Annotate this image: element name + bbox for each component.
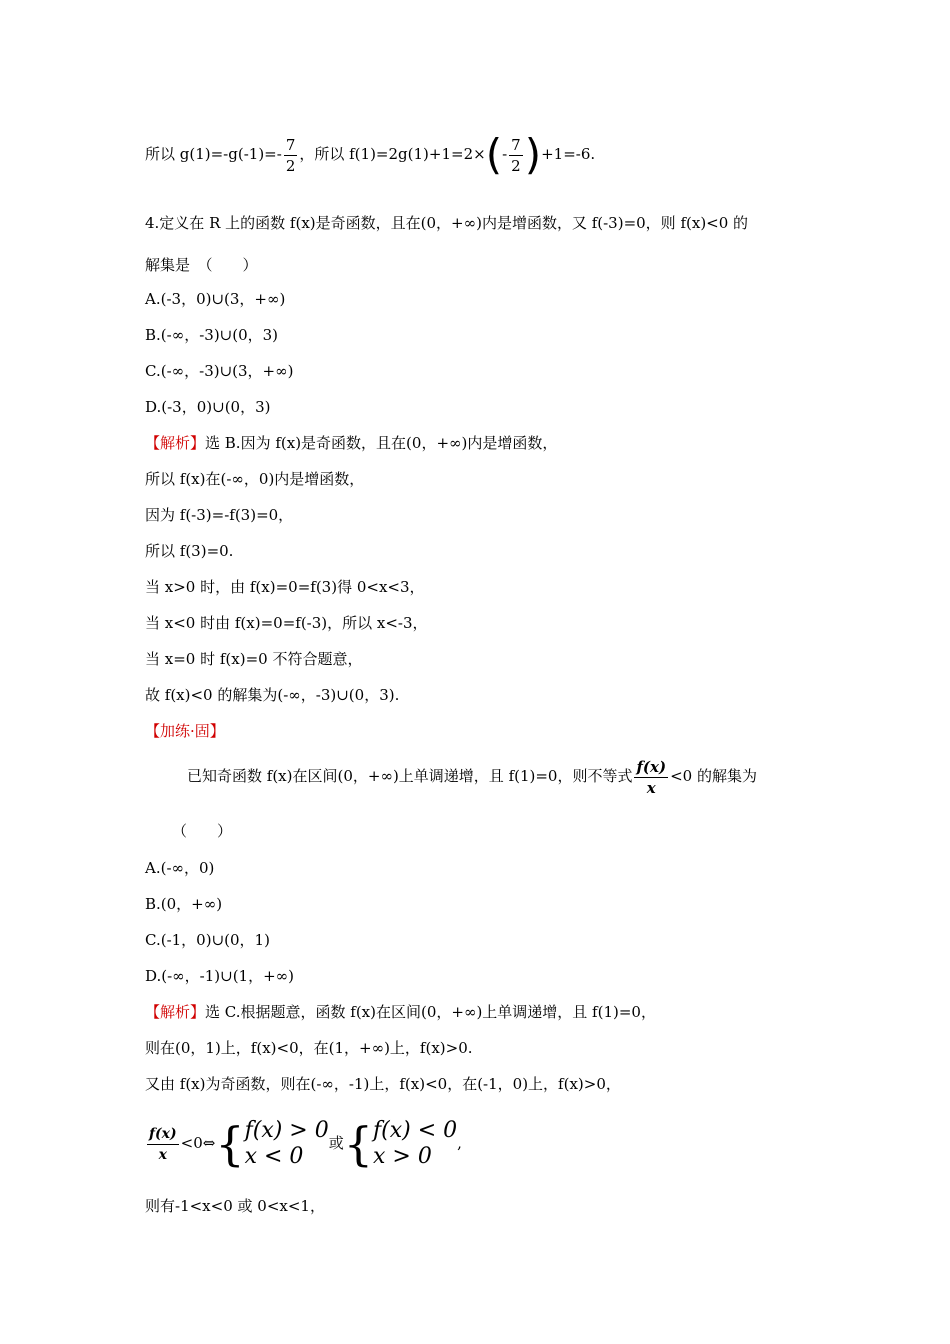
fraction [634,757,668,798]
option-d: D.(-∞，-1)∪(1，+∞) [145,967,295,985]
analysis-text: 选 B.因为 f(x)是奇函数，且在(0，+∞)内是增函数， [205,434,558,452]
analysis-text: 选 C.根据题意，函数 f(x)在区间(0，+∞)上单调递增，且 f(1)=0， [205,1003,656,1021]
extra-practice-tag: 【加练·固】 [145,722,225,740]
system-row: x > 0 [373,1144,432,1169]
analysis-line: 故 f(x)<0 的解集为(-∞，-3)∪(0，3). [145,686,400,704]
analysis-line: 因为 f(-3)=-f(3)=0， [145,506,294,524]
text-segment: 已知奇函数 f(x)在区间(0，+∞)上单调递增，且 f(1)=0，则不等式 [187,767,633,785]
text-segment: 所以 g(1)=-g(-1)=- [145,145,282,163]
option-a: A.(-∞，0) [145,859,215,877]
fraction [509,135,523,176]
text-segment: <0⇔ [180,1134,216,1152]
inequality-system-2 [373,1118,457,1170]
answer-blank: （ ） [172,822,233,840]
question-4-stem-line1: 4.定义在 R 上的函数 f(x)是奇函数，且在(0，+∞)内是增函数，又 f(-3)=0，则 f(x)<0 的 [145,214,749,232]
minus-sign: - [502,145,508,163]
option-b: B.(-∞，-3)∪(0，3) [145,326,279,344]
right-paren: ) [524,130,542,179]
option-c: C.(-1，0)∪(0，1) [145,931,270,949]
fraction-numerator: 7 [285,135,296,154]
text-segment: <0 的解集为 [670,767,757,785]
fraction-denominator: 2 [511,156,521,175]
left-brace: { [343,1117,374,1171]
option-b: B.(0，+∞) [145,895,223,913]
question-4-stem-line2: 解集是 （ ） [145,256,258,274]
or-text: 或 [328,1134,344,1152]
fraction-denominator: x [646,778,656,797]
extra-question-stem [187,752,757,800]
fraction-denominator: 2 [285,156,296,175]
analysis-line: 又由 f(x)为奇函数，则在(-∞，-1)上，f(x)<0，在(-1，0)上，f(x)>0， [145,1075,621,1093]
system-row: f(x) > 0 [244,1118,329,1143]
fraction-numerator: f(x) [636,757,667,776]
analysis-first-line [145,432,557,454]
fraction-denominator: x [158,1146,167,1163]
conclusion-line: 则有-1<x<0 或 0<x<1， [145,1197,325,1215]
option-a: A.(-3，0)∪(3，+∞) [145,290,286,308]
analysis-line: 则在(0，1)上，f(x)<0，在(1，+∞)上，f(x)>0. [145,1039,473,1057]
inequality-system-1 [245,1118,329,1170]
analysis-line: 所以 f(x)在(-∞，0)内是增函数， [145,470,365,488]
option-d: D.(-3，0)∪(0，3) [145,398,271,416]
system-row: x < 0 [244,1144,304,1169]
equivalence-equation [145,1114,462,1172]
text-segment: ，所以 f(1)=2g(1)+1=2× [299,145,486,163]
fraction [284,135,298,176]
text-segment: , [457,1134,462,1152]
system-row: f(x) < 0 [373,1118,458,1143]
option-c: C.(-∞，-3)∪(3，+∞) [145,362,294,380]
text-segment: +1=-6. [541,145,596,163]
fraction-numerator: f(x) [147,1124,179,1145]
analysis-line: 当 x>0 时，由 f(x)=0=f(3)得 0<x<3， [145,578,425,596]
analysis-line: 当 x<0 时由 f(x)=0=f(-3)，所以 x<-3， [145,614,428,632]
fraction-numerator: 7 [511,135,521,154]
left-brace: { [215,1117,245,1171]
left-paren: ( [485,130,503,179]
fraction [147,1124,179,1165]
analysis-tag: 【解析】 [145,1003,206,1021]
solution-line-g1 [145,126,595,182]
analysis-first-line [145,1001,656,1023]
analysis-line: 所以 f(3)=0. [145,542,234,560]
analysis-line: 当 x=0 时 f(x)=0 不符合题意， [145,650,363,668]
analysis-tag: 【解析】 [145,434,206,452]
